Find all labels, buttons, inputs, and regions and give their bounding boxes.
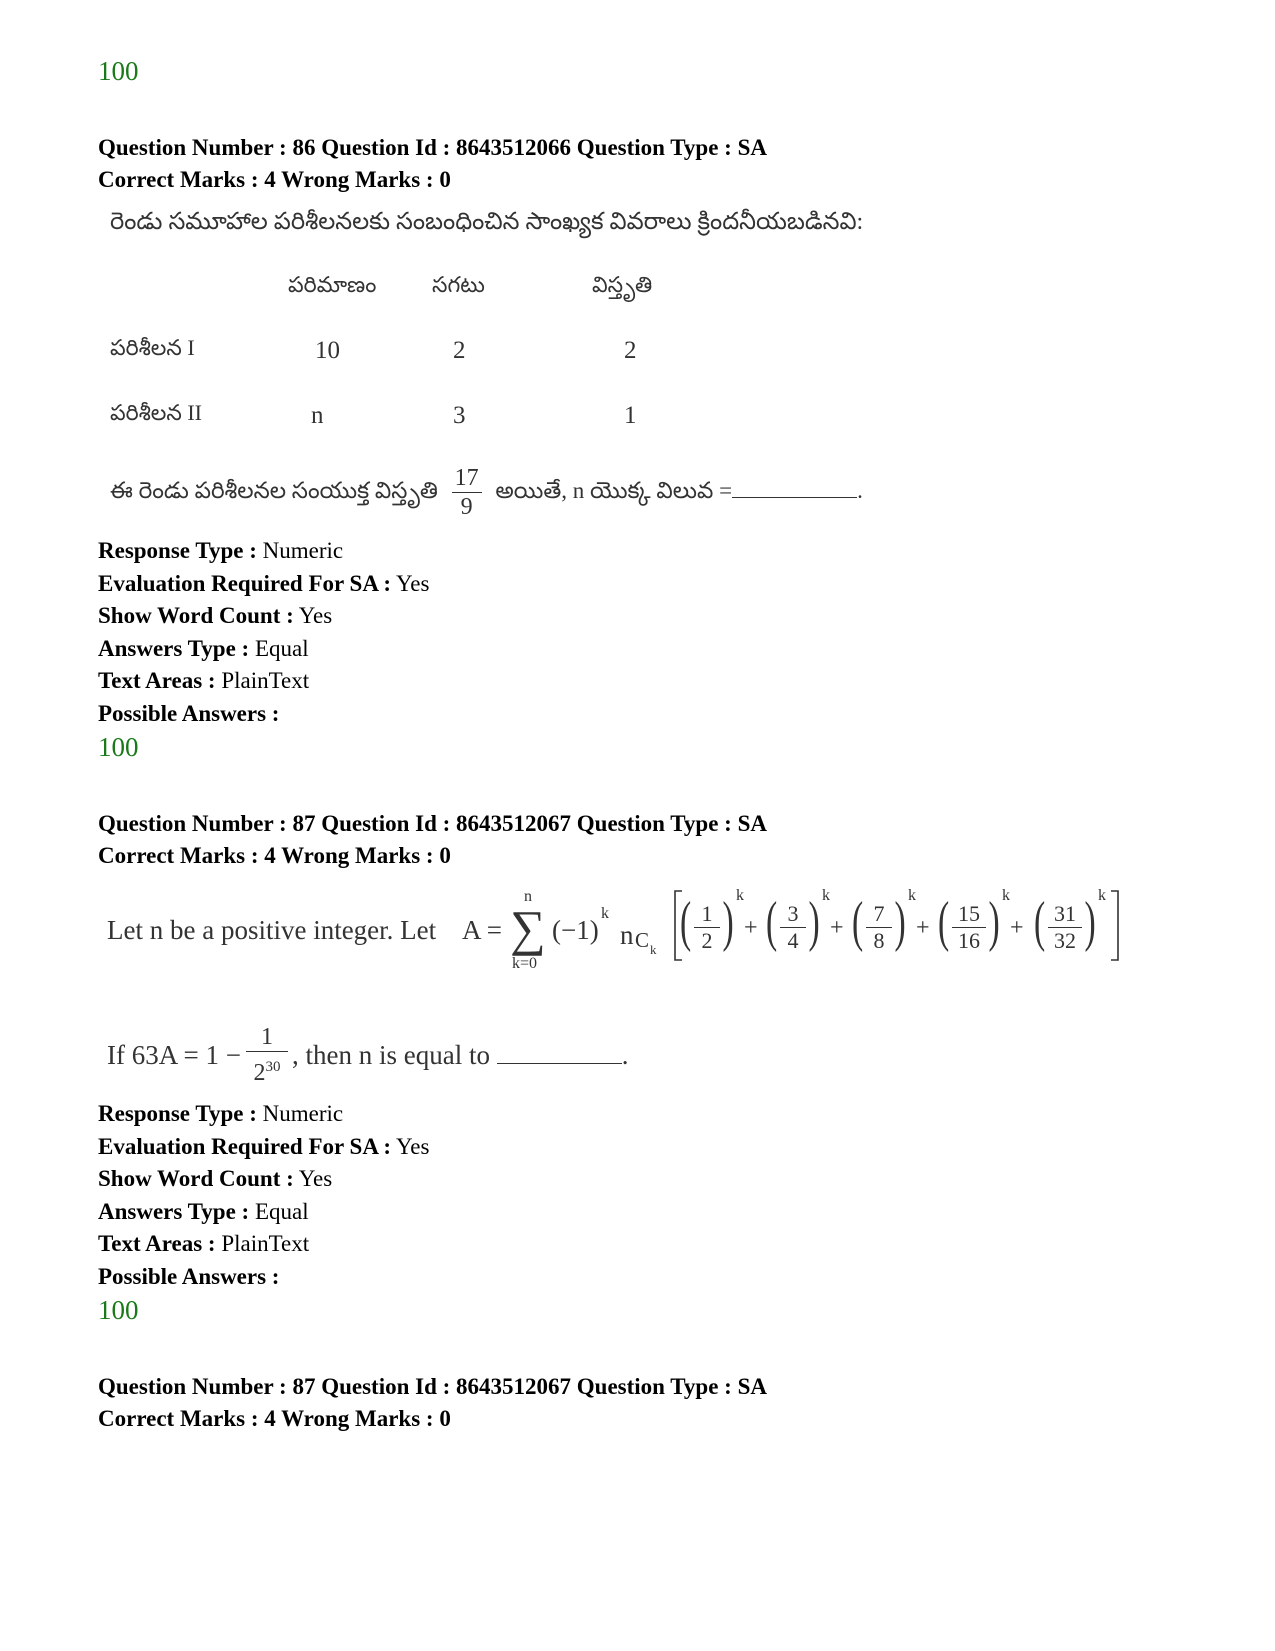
plus-icon: + xyxy=(744,915,758,941)
q87-line2-den-wrap xyxy=(246,1052,288,1088)
q87-term-num: 7 xyxy=(866,901,892,928)
q86-row2-size: n xyxy=(311,402,324,429)
q87-meta-answers-type: Answers Type : Equal xyxy=(98,1198,309,1224)
q87-sum-exp: k xyxy=(601,905,609,922)
q87-line2-end: . xyxy=(621,1040,629,1070)
q86-question xyxy=(110,464,863,521)
q86-th-variance: విస్తృతి xyxy=(592,272,653,297)
left-paren-icon: ( xyxy=(680,891,692,953)
right-paren-icon: ) xyxy=(1084,891,1096,953)
left-paren-icon: ( xyxy=(938,891,950,953)
q87-term-den: 32 xyxy=(1054,928,1076,953)
q87-meta xyxy=(98,1101,429,1296)
q87-answer: 100 xyxy=(98,1295,139,1325)
q87-term-den: 2 xyxy=(701,928,713,953)
q87-term-num: 1 xyxy=(694,901,720,928)
q87-term-den: 4 xyxy=(787,928,799,953)
plus-icon: + xyxy=(1010,915,1024,941)
q87-term xyxy=(938,887,1010,961)
q86-row2-variance: 1 xyxy=(624,402,637,429)
q87-term-den: 16 xyxy=(958,928,980,953)
q86-row2-label: పరిశీలన II xyxy=(110,400,202,425)
q86-question-end: . xyxy=(857,477,863,503)
q87-term-exp: k xyxy=(908,887,916,904)
q87-term-den: 8 xyxy=(873,928,885,953)
q87-term xyxy=(680,887,744,961)
q86-meta-answers-type: Answers Type : Equal xyxy=(98,635,309,661)
q87-meta-evaluation: Evaluation Required For SA : Yes xyxy=(98,1133,430,1159)
q87-header-line1: Question Number : 87 Question Id : 8643512067 Question Type : SA xyxy=(98,811,767,836)
q87-line2-den: 2 xyxy=(253,1060,266,1086)
q87-term-fraction xyxy=(780,901,806,954)
q87-term-num: 31 xyxy=(1048,901,1082,928)
q86-meta-word-count: Show Word Count : Yes xyxy=(98,603,333,628)
q87-meta-possible-answers: Possible Answers : xyxy=(98,1263,280,1289)
q87-line2-post-wrap xyxy=(292,1040,628,1071)
plus-icon: + xyxy=(916,915,930,941)
q86-intro: రెండు సమూహాల పరిశీలనలకు సంబంధించిన సాంఖ్యక వివరాలు క్రిందనీయబడినవి: xyxy=(110,209,864,235)
q87-line2-fraction xyxy=(246,1023,288,1088)
q86-meta xyxy=(98,538,429,733)
q86-meta-text-areas: Text Areas : PlainText xyxy=(98,668,310,693)
q87-term-fraction xyxy=(694,901,720,954)
q87-term xyxy=(852,887,916,961)
q87-meta-text-areas: Text Areas : PlainText xyxy=(98,1231,310,1256)
q87-sum-upper: n xyxy=(524,888,532,905)
plus-icon: + xyxy=(830,915,844,941)
q87-term xyxy=(766,887,830,961)
q86-header-line1: Question Number : 86 Question Id : 8643512066 Question Type : SA xyxy=(98,135,767,160)
q87-ncr: n xyxy=(620,920,634,950)
q86-answer: 100 xyxy=(98,732,139,762)
q86-question-pre: ఈ రెండు పరిశీలనల సంయుక్త విస్తృతి xyxy=(110,477,438,503)
q87-term-fraction xyxy=(1048,901,1082,954)
q87b-header-line2: Correct Marks : 4 Wrong Marks : 0 xyxy=(98,1406,451,1431)
left-paren-icon: ( xyxy=(852,891,864,953)
q86-row1-size: 10 xyxy=(315,337,340,364)
q86-fraction xyxy=(452,464,482,521)
sigma-icon: ∑ xyxy=(510,900,546,956)
q87b-header-line1: Question Number : 87 Question Id : 8643512067 Question Type : SA xyxy=(98,1374,767,1399)
q87-sum-lhs: A = xyxy=(462,915,502,945)
q86-row1-label: పరిశీలన I xyxy=(110,335,195,360)
q87-line2-den-exp: 30 xyxy=(265,1059,281,1075)
q87-line1-text: Let n be a positive integer. Let xyxy=(107,915,437,945)
q87-ncr-sub: C xyxy=(635,928,650,952)
q87-meta-response-type: Response Type : Numeric xyxy=(98,1101,344,1126)
q87-term-fraction xyxy=(866,901,892,954)
q86-meta-possible-answers: Possible Answers : xyxy=(98,700,280,726)
q86-th-mean: సగటు xyxy=(432,272,485,297)
q87-meta-word-count: Show Word Count : Yes xyxy=(98,1166,333,1191)
q87-line2-num: 1 xyxy=(246,1023,288,1052)
q86-header-line2: Correct Marks : 4 Wrong Marks : 0 xyxy=(98,167,451,192)
right-paren-icon: ) xyxy=(722,891,734,953)
q87-line2-pre: If 63A = 1 − xyxy=(107,1040,241,1070)
q87-term-num: 15 xyxy=(952,901,986,928)
q86-row1-mean: 2 xyxy=(453,337,466,364)
q86-blank xyxy=(732,475,857,498)
q86-row2-mean: 3 xyxy=(453,402,466,429)
q87-term-exp: k xyxy=(736,887,744,904)
q86-frac-den: 9 xyxy=(460,494,473,520)
right-paren-icon: ) xyxy=(988,891,1000,953)
previous-answer: 100 xyxy=(98,56,139,86)
q87-sum-lower: k=0 xyxy=(512,955,538,972)
q87-term-exp: k xyxy=(822,887,830,904)
q87-line2-post: , then n is equal to xyxy=(292,1040,490,1070)
right-paren-icon: ) xyxy=(808,891,820,953)
q87-term-exp: k xyxy=(1098,887,1106,904)
q87-sum-body: (−1) xyxy=(552,915,599,945)
right-paren-icon: ) xyxy=(894,891,906,953)
q87-term-num: 3 xyxy=(780,901,806,928)
q87-term xyxy=(1034,887,1106,961)
left-paren-icon: ( xyxy=(1034,891,1046,953)
q86-meta-response-type: Response Type : Numeric xyxy=(98,538,344,563)
q87-term-exp: k xyxy=(1002,887,1010,904)
q87-header-line2: Correct Marks : 4 Wrong Marks : 0 xyxy=(98,843,451,868)
left-paren-icon: ( xyxy=(766,891,778,953)
q87-blank xyxy=(497,1041,622,1064)
q87-ncr-subsub: k xyxy=(650,942,657,957)
q86-frac-num: 17 xyxy=(452,464,482,493)
q86-th-size: పరిమాణం xyxy=(288,272,377,297)
q86-question-post: అయితే, n యొక్క విలువ = xyxy=(495,477,733,503)
q87-term-fraction xyxy=(952,901,986,954)
q86-row1-variance: 2 xyxy=(624,337,637,364)
q86-meta-evaluation: Evaluation Required For SA : Yes xyxy=(98,570,430,596)
